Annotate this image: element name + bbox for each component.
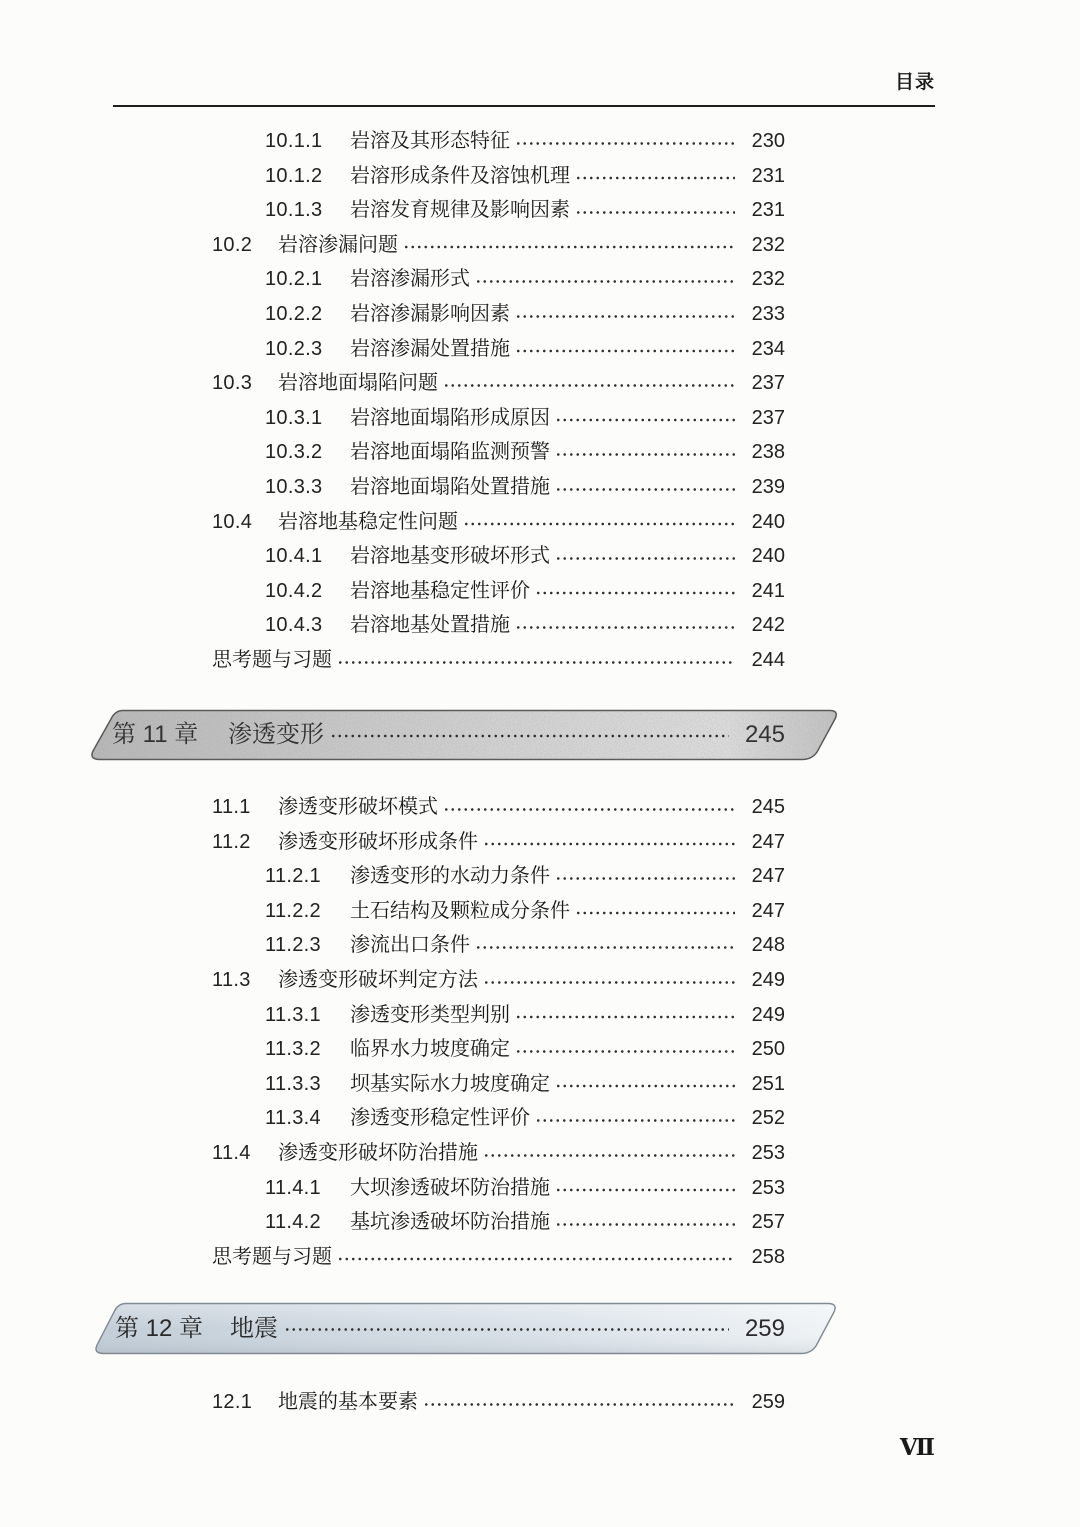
entry-title: 岩溶渗漏形式	[350, 268, 470, 291]
dot-leader	[555, 1171, 735, 1206]
dot-leader	[515, 332, 735, 367]
entry-page: 232	[751, 268, 785, 291]
dot-leader	[555, 1067, 735, 1102]
toc-entry	[212, 193, 785, 228]
entry-page: 247	[751, 865, 785, 888]
entry-title: 基坑渗透破坏防治措施	[350, 1211, 550, 1234]
toc-section-chapter-11	[212, 790, 785, 1274]
entry-page: 240	[751, 545, 785, 568]
entry-title: 地震的基本要素	[278, 1391, 418, 1413]
entry-title: 岩溶渗漏问题	[278, 233, 398, 256]
dot-leader	[515, 297, 735, 332]
dot-leader	[515, 608, 735, 643]
entry-title: 渗透变形稳定性评价	[350, 1107, 530, 1130]
dot-leader	[575, 894, 735, 929]
chapter-12-banner	[92, 1302, 838, 1355]
entry-number: 11.2.2	[265, 899, 321, 922]
entry-number: 10.3	[212, 372, 253, 395]
entry-page: 233	[751, 302, 785, 325]
entry-page: 230	[751, 130, 785, 152]
entry-page: 258	[751, 1245, 785, 1268]
toc-entry	[212, 539, 785, 574]
dot-leader	[555, 401, 735, 436]
entry-number: 11.3.4	[265, 1107, 321, 1130]
entry-number: 10.4.1	[265, 545, 323, 568]
entry-title: 岩溶形成条件及溶蚀机理	[350, 164, 570, 187]
entry-title: 渗透变形破坏防治措施	[278, 1141, 478, 1164]
entry-title: 岩溶发育规律及影响因素	[350, 199, 570, 222]
dot-leader	[515, 998, 735, 1033]
header-rule	[113, 105, 935, 107]
dot-leader	[483, 1136, 735, 1171]
dot-leader	[475, 262, 735, 297]
entry-page: 240	[751, 510, 785, 533]
toc-entry	[212, 366, 785, 401]
dot-leader	[515, 1032, 735, 1067]
dot-leader	[515, 124, 735, 159]
entry-title: 坝基实际水力坡度确定	[350, 1072, 550, 1095]
entry-number: 11.4.2	[265, 1211, 321, 1234]
entry-number: 10.1.3	[265, 199, 323, 222]
entry-page: 253	[751, 1141, 785, 1164]
entry-page: 249	[751, 1003, 785, 1026]
dot-leader	[555, 859, 735, 894]
entry-title: 大坝渗透破坏防治措施	[350, 1176, 550, 1199]
chapter-heading	[112, 709, 785, 761]
toc-entry	[212, 859, 785, 894]
toc-entry	[212, 790, 785, 825]
chapter-heading	[115, 1302, 785, 1355]
entry-number: 12.1	[212, 1391, 253, 1413]
dot-leader	[535, 574, 735, 609]
entry-title: 土石结构及颗粒成分条件	[350, 899, 570, 922]
entry-number: 10.4	[212, 510, 253, 533]
entry-number: 10.3.3	[265, 475, 323, 498]
dot-leader	[555, 1205, 735, 1240]
entry-number: 10.3.2	[265, 441, 323, 464]
entry-page: 241	[751, 579, 785, 602]
entry-title: 岩溶地基变形破坏形式	[350, 545, 550, 568]
entry-number: 11.4.1	[265, 1176, 321, 1199]
dot-leader	[475, 928, 735, 963]
toc-entry	[212, 1032, 785, 1067]
entry-page: 251	[751, 1072, 785, 1095]
toc-entry	[212, 470, 785, 505]
entry-number: 10.2.3	[265, 337, 323, 360]
entry-number: 11.3.3	[265, 1072, 321, 1095]
entry-number: 10.1.1	[265, 130, 323, 152]
entry-page: 238	[751, 441, 785, 464]
toc-entry	[212, 1136, 785, 1171]
entry-number: 11.2.1	[265, 865, 321, 888]
entry-page: 252	[751, 1107, 785, 1130]
entry-number: 10.2.1	[265, 268, 323, 291]
toc-entry	[212, 825, 785, 860]
entry-page: 247	[751, 899, 785, 922]
entry-title: 渗透变形破坏形成条件	[278, 830, 478, 853]
entry-number: 11.1	[212, 796, 251, 818]
dot-leader	[284, 1302, 729, 1355]
toc-entry	[212, 998, 785, 1033]
toc-entry	[212, 574, 785, 609]
entry-page: 259	[751, 1391, 785, 1413]
entry-title: 临界水力坡度确定	[350, 1038, 510, 1061]
toc-entry	[212, 124, 785, 159]
entry-page: 253	[751, 1176, 785, 1199]
entry-number: 10.2	[212, 233, 253, 256]
entry-title: 渗透变形的水动力条件	[350, 865, 550, 888]
dot-leader	[575, 193, 735, 228]
dot-leader	[555, 435, 735, 470]
entry-page: 231	[751, 164, 785, 187]
entry-number: 11.3.1	[265, 1003, 321, 1026]
chapter-title: 地震	[230, 1315, 278, 1342]
entry-number: 10.1.2	[265, 164, 323, 187]
toc-entry	[212, 1240, 785, 1275]
folio-page-number: Ⅶ	[899, 1434, 935, 1461]
entry-title: 岩溶地面塌陷问题	[278, 372, 438, 395]
entry-title: 思考题与习题	[212, 648, 332, 671]
toc-section-chapter-10	[212, 124, 785, 678]
entry-title: 岩溶渗漏处置措施	[350, 337, 510, 360]
entry-page: 247	[751, 830, 785, 853]
entry-page: 239	[751, 475, 785, 498]
entry-title: 岩溶地基处置措施	[350, 614, 510, 637]
entry-title: 渗流出口条件	[350, 934, 470, 957]
entry-number: 11.3.2	[265, 1038, 321, 1061]
dot-leader	[337, 1240, 735, 1275]
entry-number: 10.3.1	[265, 406, 323, 429]
entry-title: 岩溶地面塌陷处置措施	[350, 475, 550, 498]
entry-page: 237	[751, 406, 785, 429]
toc-entry	[212, 297, 785, 332]
chapter-page: 245	[744, 721, 785, 748]
chapter-title: 渗透变形	[228, 721, 324, 748]
chapter-page: 259	[744, 1315, 785, 1342]
entry-page: 249	[751, 968, 785, 991]
entry-page: 245	[751, 796, 785, 818]
entry-number: 10.4.2	[265, 579, 323, 602]
toc-entry	[212, 643, 785, 678]
dot-leader	[337, 643, 735, 678]
dot-leader	[403, 228, 735, 263]
entry-title: 渗透变形破坏模式	[278, 796, 438, 818]
toc-entry	[212, 332, 785, 367]
entry-page: 248	[751, 934, 785, 957]
toc-entry	[212, 1205, 785, 1240]
entry-title: 岩溶渗漏影响因素	[350, 302, 510, 325]
dot-leader	[555, 539, 735, 574]
entry-page: 232	[751, 233, 785, 256]
dot-leader	[423, 1385, 735, 1420]
chapter-label: 第 11 章	[112, 721, 199, 748]
toc-entry	[212, 159, 785, 194]
toc-entry	[212, 1385, 785, 1420]
dot-leader	[483, 963, 735, 998]
running-head: 目录	[894, 72, 935, 93]
toc-entry	[212, 963, 785, 998]
entry-number: 11.2.3	[265, 934, 321, 957]
entry-number: 11.4	[212, 1141, 251, 1164]
toc-entry	[212, 608, 785, 643]
entry-title: 岩溶及其形态特征	[350, 130, 510, 152]
entry-number: 10.4.3	[265, 614, 323, 637]
toc-entry	[212, 435, 785, 470]
entry-page: 237	[751, 372, 785, 395]
entry-page: 234	[751, 337, 785, 360]
chapter-11-banner	[88, 709, 840, 761]
toc-entry	[212, 401, 785, 436]
dot-leader	[483, 825, 735, 860]
toc-entry	[212, 894, 785, 929]
entry-title: 岩溶地基稳定性问题	[278, 510, 458, 533]
dot-leader	[463, 505, 735, 540]
dot-leader	[575, 159, 735, 194]
entry-page: 244	[751, 648, 785, 671]
entry-title: 思考题与习题	[212, 1245, 332, 1268]
entry-number: 10.2.2	[265, 302, 323, 325]
dot-leader	[330, 709, 729, 761]
toc-section-chapter-12	[212, 1385, 785, 1420]
entry-page: 242	[751, 614, 785, 637]
entry-title: 岩溶地面塌陷监测预警	[350, 441, 550, 464]
dot-leader	[555, 470, 735, 505]
toc-entry	[212, 262, 785, 297]
entry-page: 257	[751, 1211, 785, 1234]
entry-page: 250	[751, 1038, 785, 1061]
toc-entry	[212, 1067, 785, 1102]
dot-leader	[443, 790, 735, 825]
dot-leader	[443, 366, 735, 401]
dot-leader	[535, 1101, 735, 1136]
toc-entry	[212, 1101, 785, 1136]
entry-title: 渗透变形类型判别	[350, 1003, 510, 1026]
chapter-label: 第 12 章	[115, 1315, 204, 1342]
entry-number: 11.2	[212, 830, 251, 853]
toc-entry	[212, 228, 785, 263]
toc-entry	[212, 928, 785, 963]
entry-page: 231	[751, 199, 785, 222]
entry-title: 渗透变形破坏判定方法	[278, 968, 478, 991]
entry-title: 岩溶地面塌陷形成原因	[350, 406, 550, 429]
toc-entry	[212, 505, 785, 540]
entry-title: 岩溶地基稳定性评价	[350, 579, 530, 602]
entry-number: 11.3	[212, 968, 251, 991]
toc-entry	[212, 1171, 785, 1206]
